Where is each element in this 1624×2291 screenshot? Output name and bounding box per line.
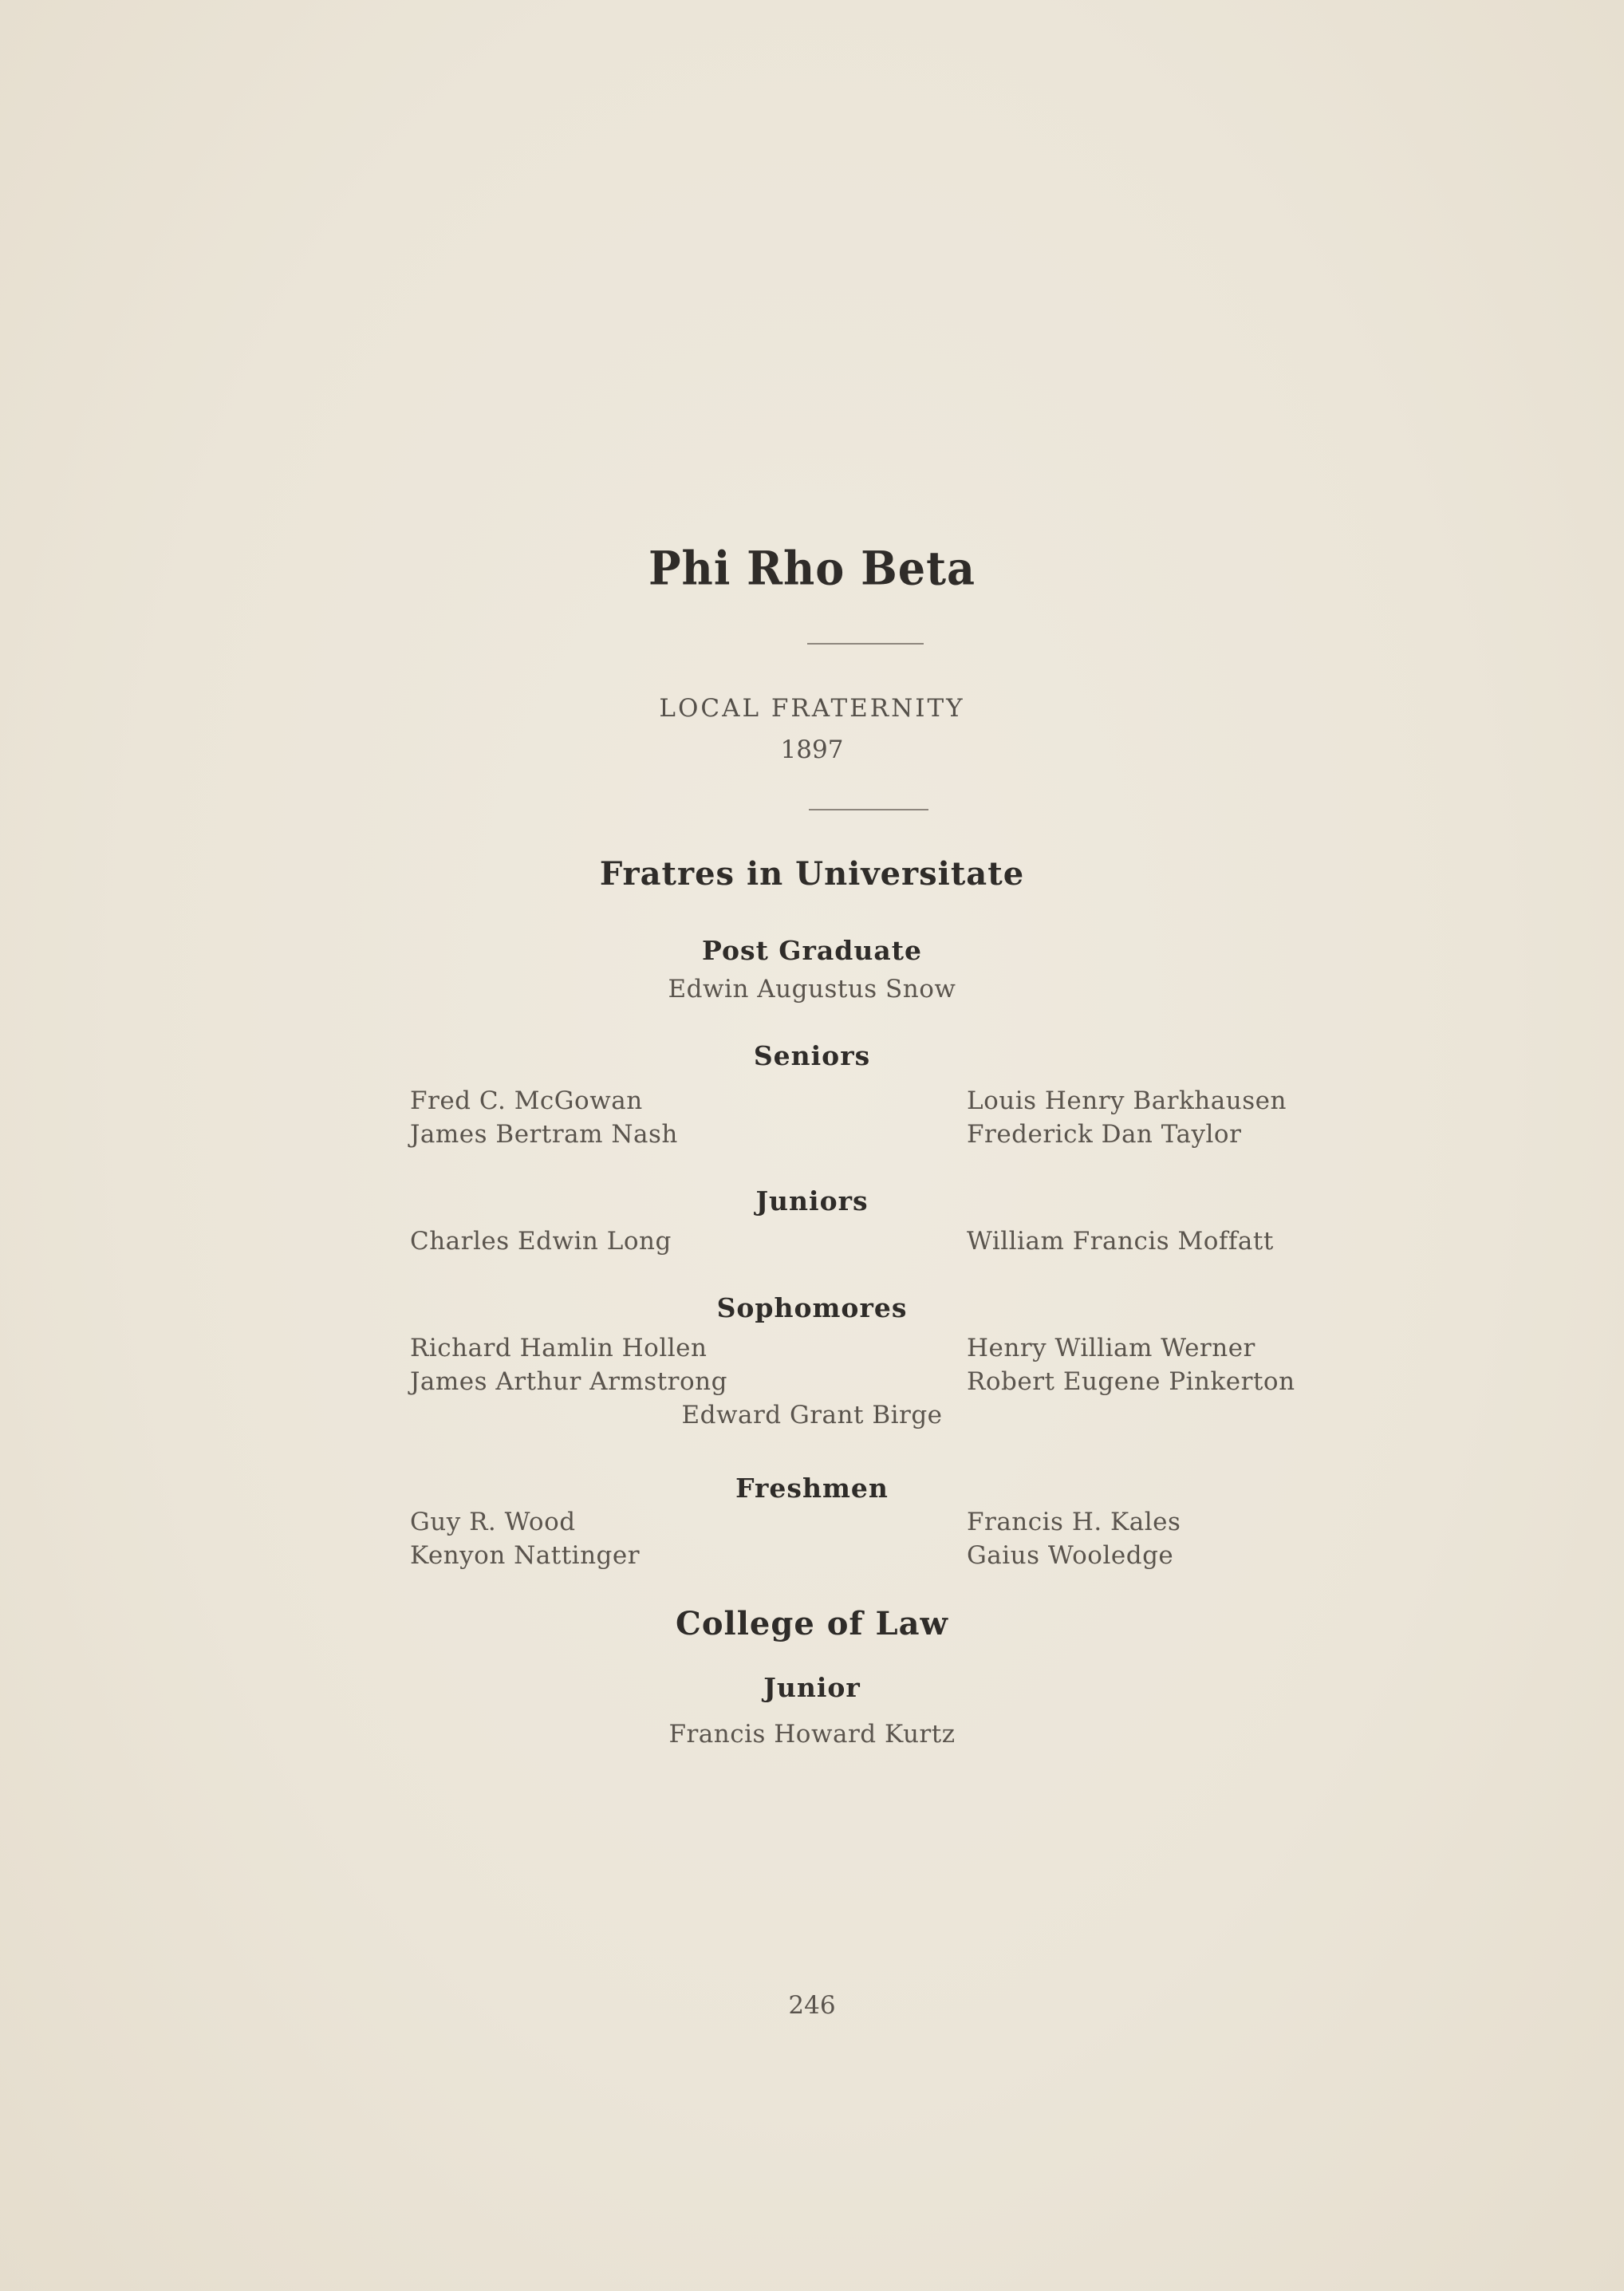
senior-member: James Bertram Nash [410, 1120, 678, 1149]
college-of-law-heading: College of Law [676, 1605, 948, 1642]
post-graduate-heading: Post Graduate [702, 935, 922, 966]
senior-member: Louis Henry Barkhausen [967, 1086, 1287, 1115]
freshman-member: Guy R. Wood [410, 1508, 576, 1536]
page-title: Phi Rho Beta [648, 540, 976, 596]
post-graduate-member: Edwin Augustus Snow [668, 975, 956, 1004]
freshman-member: Kenyon Nattinger [410, 1541, 641, 1570]
fraternity-type: LOCAL FRATERNITY [659, 694, 965, 723]
sophomore-member: James Arthur Armstrong [410, 1367, 727, 1396]
sophomore-member: Richard Hamlin Hollen [410, 1334, 708, 1362]
sophomore-member: Henry William Werner [967, 1334, 1255, 1362]
freshmen-heading: Freshmen [735, 1473, 889, 1504]
senior-member: Frederick Dan Taylor [967, 1120, 1242, 1149]
juniors-heading: Juniors [755, 1185, 869, 1216]
junior-member: Charles Edwin Long [410, 1227, 672, 1256]
sophomore-member: Edward Grant Birge [681, 1401, 943, 1429]
sophomore-member: Robert Eugene Pinkerton [967, 1367, 1295, 1396]
freshman-member: Francis H. Kales [967, 1508, 1181, 1536]
law-junior-member: Francis Howard Kurtz [668, 1720, 956, 1749]
fratres-heading: Fratres in Universitate [599, 855, 1025, 893]
page-number: 246 [788, 1991, 836, 2020]
title-divider [807, 643, 924, 645]
junior-member: William Francis Moffatt [967, 1227, 1274, 1256]
sophomores-heading: Sophomores [716, 1292, 908, 1323]
senior-member: Fred C. McGowan [410, 1086, 643, 1115]
freshman-member: Gaius Wooledge [967, 1541, 1174, 1570]
seniors-heading: Seniors [753, 1040, 871, 1071]
year-divider [809, 809, 928, 810]
law-junior-heading: Junior [763, 1672, 861, 1703]
founding-year: 1897 [780, 735, 844, 764]
